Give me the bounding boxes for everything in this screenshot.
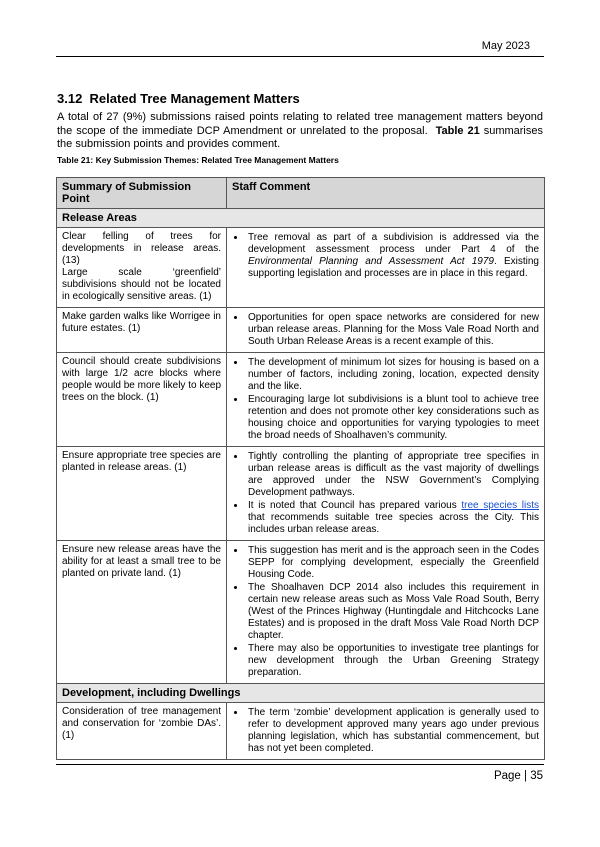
table-row bbox=[57, 541, 545, 684]
group-row-release-areas bbox=[57, 209, 545, 228]
tree-species-lists-link[interactable]: tree species lists bbox=[461, 500, 540, 511]
comment-bullet: • Opportunities for open space networks are considered for new urban release areas. Planning for the Moss Vale Road North and South Urban Release Areas is a recent example of this. bbox=[246, 311, 539, 348]
staff-comment bbox=[227, 353, 545, 447]
comment-text: that recommends suitable tree species across the City. This includes urban release areas. bbox=[248, 512, 539, 535]
column-header-comment: Staff Comment bbox=[227, 178, 545, 209]
submission-text: Clear felling of trees for developments in release areas. (13) bbox=[62, 231, 221, 266]
submission-point bbox=[57, 541, 227, 684]
comment-text: . Existing supporting legislation and processes are in place in this regard. bbox=[248, 256, 539, 279]
submission-text: Large scale ‘greenfield’ subdivisions should not be located in ecologically sensitive areas. (1) bbox=[62, 267, 221, 302]
table-header-row bbox=[57, 178, 545, 209]
submission-point bbox=[57, 703, 227, 760]
table-caption: Table 21: Key Submission Themes: Related Tree Management Matters bbox=[57, 155, 339, 165]
section-title bbox=[57, 91, 300, 106]
comment-bullet: • The term ‘zombie’ development application is generally used to refer to development approved many years ago under previous planning legislation, which has substantial commencement, but has not yet been completed. bbox=[246, 706, 539, 755]
intro-text: A total of 27 (9%) submissions raised points relating to related tree management matters beyond the scope of the immediate DCP Amendment or unrelated to the proposal. bbox=[57, 111, 543, 137]
staff-comment bbox=[227, 308, 545, 353]
section-heading: Related Tree Management Matters bbox=[89, 91, 300, 106]
comment-bullet: • The development of minimum lot sizes for housing is based on a number of factors, including zoning, location, expected density and the like. bbox=[246, 356, 539, 393]
table-row bbox=[57, 228, 545, 308]
intro-tail: summarises the submission points and provides comment. bbox=[57, 124, 543, 150]
submission-text: Ensure new release areas have the ability for at least a small tree to be planted on private land. (1) bbox=[62, 544, 221, 579]
comment-bullet: • This suggestion has merit and is the approach seen in the Codes SEPP for complying development, especially the Greenfield Housing Code. bbox=[246, 544, 539, 581]
group-title: Development, including Dwellings bbox=[57, 684, 545, 703]
submission-text: Make garden walks like Worrigee in future estates. (1) bbox=[62, 311, 221, 334]
submission-point bbox=[57, 447, 227, 541]
comment-text: It is noted that Council has prepared various bbox=[248, 500, 462, 511]
table-row bbox=[57, 308, 545, 353]
header-date: May 2023 bbox=[481, 40, 530, 52]
submission-themes-table bbox=[56, 177, 545, 760]
intro-table-reference: Table 21 bbox=[435, 124, 480, 137]
submission-point bbox=[57, 228, 227, 308]
comment-text: Tree removal as part of a subdivision is addressed via the development assessment process under Part 4 of the bbox=[248, 232, 539, 255]
header-divider bbox=[56, 56, 544, 57]
intro-paragraph bbox=[57, 111, 543, 152]
section-number: 3.12 bbox=[57, 91, 83, 106]
group-row-development bbox=[57, 684, 545, 703]
table-row bbox=[57, 447, 545, 541]
staff-comment bbox=[227, 541, 545, 684]
submission-text: Council should create subdivisions with large 1/2 acre blocks where people would be more likely to keep trees on the block. (1) bbox=[62, 356, 221, 403]
staff-comment bbox=[227, 703, 545, 760]
submission-text: Consideration of tree management and conservation for ‘zombie DAs’. (1) bbox=[62, 706, 221, 741]
submission-text: Ensure appropriate tree species are planted in release areas. (1) bbox=[62, 450, 221, 473]
comment-bullet: • Tightly controlling the planting of appropriate tree specifies in urban release areas is difficult as the vast majority of dwellings are approved under the NSW Government’s Complying Development pathways. bbox=[246, 450, 539, 499]
staff-comment bbox=[227, 447, 545, 541]
submission-point bbox=[57, 353, 227, 447]
comment-bullet: • There may also be opportunities to investigate tree plantings for new development through the Urban Greening Strategy preparation. bbox=[246, 642, 539, 679]
table-row bbox=[57, 353, 545, 447]
staff-comment bbox=[227, 228, 545, 308]
comment-bullet: • Encouraging large lot subdivisions is a blunt tool to achieve tree retention and does not promote other key considerations such as housing choice and opportunities for varying typologies to meet the broad needs of Shoalhaven’s community. bbox=[246, 393, 539, 442]
table-row bbox=[57, 703, 545, 760]
footer-divider bbox=[56, 764, 544, 765]
page-number: Page | 35 bbox=[493, 770, 543, 782]
group-title: Release Areas bbox=[57, 209, 545, 228]
column-header-submission: Summary of Submission Point bbox=[57, 178, 227, 209]
comment-bullet bbox=[246, 231, 539, 280]
comment-bullet bbox=[246, 499, 539, 536]
submission-point bbox=[57, 308, 227, 353]
act-title: Environmental Planning and Assessment Act 1979 bbox=[248, 256, 494, 267]
comment-bullet: • The Shoalhaven DCP 2014 also includes this requirement in certain new release areas such as Moss Vale Road South, Berry (West of the Princes Highway (Huntingdale and Hitchcocks Lane Estates) and is proposed in the draft Moss Vale Road North DCP chapter. bbox=[246, 581, 539, 642]
